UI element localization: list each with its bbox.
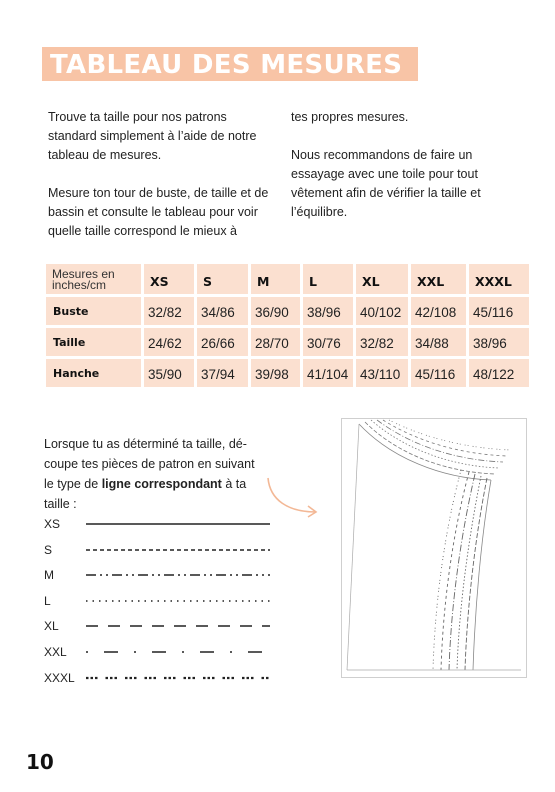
legend-size-label: L: [44, 593, 51, 608]
intro-left-column: [48, 108, 276, 260]
measurement-value: 45/116: [473, 305, 514, 320]
table-cell: [469, 297, 529, 325]
intro-right-column: [291, 108, 501, 241]
table-cell: [197, 297, 248, 325]
measurement-value: 36/90: [255, 305, 289, 320]
table-cell: [251, 359, 300, 387]
row-label: Taille: [53, 336, 86, 349]
legend-line-dot-clusters: [86, 672, 272, 684]
table-cell: [356, 328, 408, 356]
instructions-part2: à ta taille :: [44, 477, 247, 511]
legend-size-label: XS: [44, 517, 61, 531]
measurement-value: 48/122: [473, 367, 515, 382]
legend-size-label: XXXL: [44, 670, 75, 685]
table-cell: [411, 359, 466, 387]
table-cell: [144, 328, 194, 356]
legend-size-label: S: [44, 542, 53, 557]
legend-line-dash-dot-dot: [86, 569, 272, 581]
table-header-size: [251, 264, 300, 294]
legend-line-dotted: [86, 595, 272, 607]
table-cell: [251, 297, 300, 325]
measurement-value: 35/90: [148, 367, 182, 382]
table-cell: [197, 328, 248, 356]
table-cell: [303, 359, 353, 387]
table-cell: [303, 328, 353, 356]
size-header: XL: [362, 274, 380, 289]
measurement-value: 45/116: [415, 367, 456, 382]
measurement-value: 41/104: [307, 367, 349, 382]
measurement-value: 24/62: [148, 336, 182, 351]
intro-paragraph: Mesure ton tour de buste, de taille et de bassin et consulte le tableau pour voir quelle taille correspond le mieux à: [48, 186, 269, 238]
size-header: XXL: [417, 274, 445, 289]
table-cell: [411, 297, 466, 325]
measurement-value: 37/94: [201, 367, 235, 382]
measurement-value: 26/66: [201, 336, 235, 351]
table-cell: [356, 297, 408, 325]
measurement-value: 42/108: [415, 305, 457, 320]
curved-arrow-icon: [262, 474, 322, 518]
table-header-size: [197, 264, 248, 294]
table-header-size: [303, 264, 353, 294]
row-label: Hanche: [53, 367, 100, 380]
instructions-part1: Lorsque tu as déterminé ta taille, dé-coupe tes pièces de patron en suivant le type de: [44, 437, 255, 491]
legend-line-long-dash: [86, 620, 272, 632]
measurement-value: 30/76: [307, 336, 341, 351]
measurement-value: 28/70: [255, 336, 289, 351]
pattern-piece-illustration: [341, 418, 527, 678]
measurement-value: 39/98: [255, 367, 289, 382]
table-row-label-cell: [46, 297, 141, 325]
instructions-bold: ligne correspondant: [101, 477, 222, 491]
legend-line-dot-dash-long: [86, 646, 272, 658]
measurement-value: 34/88: [415, 336, 449, 351]
legend-size-label: XL: [44, 619, 59, 634]
table-header-label-cell: [46, 264, 141, 294]
size-header: L: [309, 274, 317, 289]
table-header-size: [469, 264, 529, 294]
table-header-size: [356, 264, 408, 294]
intro-paragraph: Nous recommandons de faire un essayage avec une toile pour tout vêtement afin de vérifier la taille et l’équilibre.: [291, 148, 481, 219]
page-title: TABLEAU DES MESURES: [50, 50, 403, 80]
size-header: S: [203, 274, 213, 289]
table-row-label-cell: [46, 359, 141, 387]
table-cell: [469, 328, 529, 356]
legend-line-dashed: [86, 544, 272, 556]
legend-line-solid: [86, 518, 272, 530]
intro-paragraph: Trouve ta taille pour nos patrons standard simplement à l’aide de notre tableau de mesures.: [48, 110, 257, 162]
table-row-label-cell: [46, 328, 141, 356]
size-header: XXXL: [475, 274, 512, 289]
measurement-value: 43/110: [360, 367, 401, 382]
row-label: Buste: [53, 305, 89, 318]
measurement-value: 32/82: [148, 305, 182, 320]
table-header-label: Mesures en inches/cm: [52, 267, 115, 292]
intro-paragraph: tes propres mesures.: [291, 110, 409, 124]
table-cell: [303, 297, 353, 325]
table-cell: [469, 359, 529, 387]
measurement-value: 32/82: [360, 336, 394, 351]
table-header-size: [144, 264, 194, 294]
instructions-text: [44, 434, 266, 514]
table-cell: [197, 359, 248, 387]
legend-size-label: XXL: [44, 645, 67, 659]
measurement-value: 34/86: [201, 305, 235, 320]
table-cell: [356, 359, 408, 387]
page-number: 10: [26, 750, 54, 774]
measurement-value: 38/96: [473, 336, 507, 351]
legend-size-label: M: [44, 568, 54, 583]
size-header: M: [257, 274, 270, 289]
table-header-size: [411, 264, 466, 294]
measurement-value: 40/102: [360, 305, 402, 320]
table-cell: [144, 359, 194, 387]
table-cell: [251, 328, 300, 356]
measurement-value: 38/96: [307, 305, 341, 320]
table-cell: [144, 297, 194, 325]
size-header: XS: [150, 274, 169, 289]
table-cell: [411, 328, 466, 356]
